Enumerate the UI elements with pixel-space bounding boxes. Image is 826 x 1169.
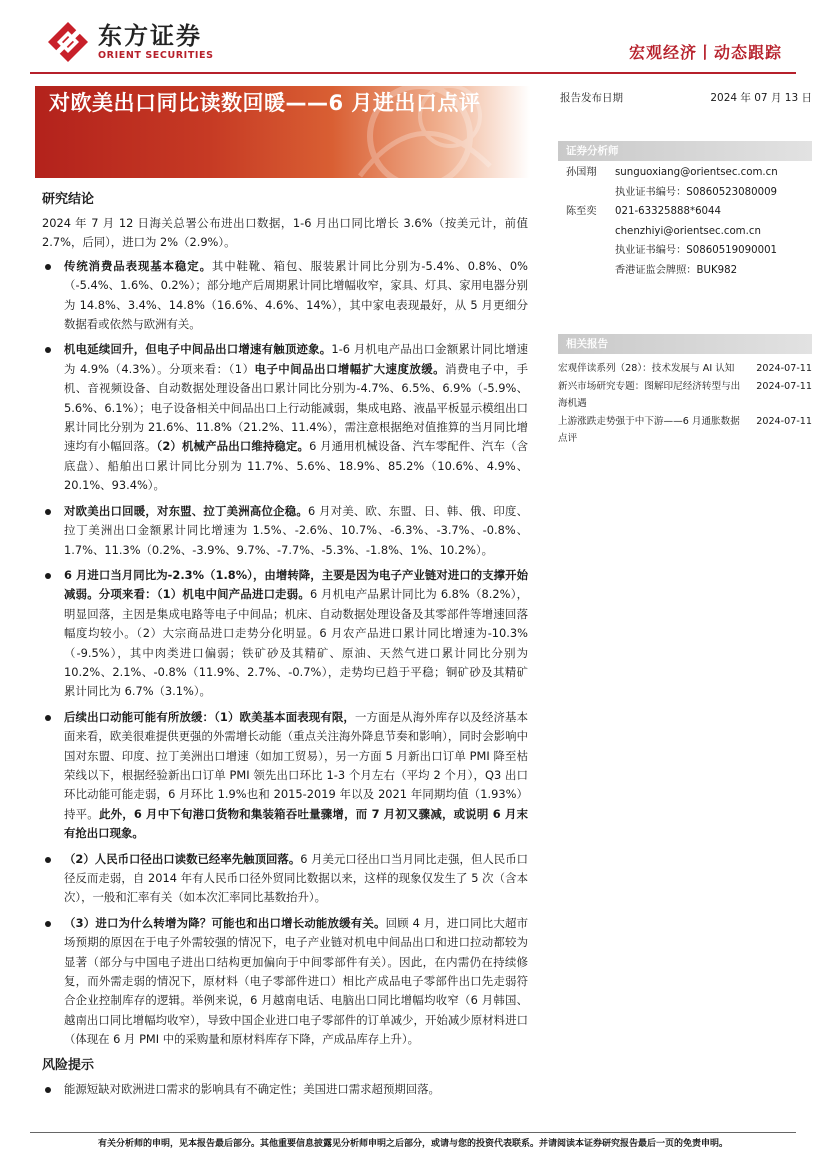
bullet-text: 6 月通用机械设备、汽车零配件、汽车（含底盘）、船舶出口累计同比分别为 11.7%、5.6%、18.9%、85.2%（10.6%、4.9%、20.1%、93.4%）。 xyxy=(64,439,528,493)
header-divider xyxy=(30,72,796,74)
footer-disclaimer: 有关分析师的申明，见本报告最后部分。其他重要信息披露见分析师申明之后部分，或请与您的投资代表联系。并请阅读本证券研究报告最后一页的免责申明。 xyxy=(97,1139,728,1149)
related-report-title[interactable]: 宏观伴读系列（28）：技术发展与 AI 认知 xyxy=(558,363,735,374)
analyst-info: 021-63325888*6044 xyxy=(615,206,721,217)
orient-securities-logo xyxy=(46,20,214,64)
related-reports-heading: 相关报告 xyxy=(558,334,812,354)
analyst-row xyxy=(558,163,812,183)
related-report-title[interactable]: 上游涨跌走势强于中下游——6 月通胀数据点评 xyxy=(558,415,740,444)
related-reports-panel xyxy=(558,334,812,448)
bullet-paragraph xyxy=(42,914,528,1050)
analysts-panel xyxy=(558,141,812,280)
logo-mark-icon xyxy=(46,20,90,64)
analyst-row xyxy=(558,183,812,203)
analysts-heading: 证券分析师 xyxy=(558,141,812,161)
bullet-bold-lead: （3）进口为什么转增为降？可能也和出口增长动能放缓有关。 xyxy=(64,915,386,930)
bullet-bold-lead: 传统消费品表现基本稳定。 xyxy=(64,258,212,273)
bullet-paragraph xyxy=(42,257,528,335)
related-report-date: 2024-07-11 xyxy=(756,415,812,427)
bullet-bold-lead: 对欧美出口回暖，对东盟、拉丁美洲高位企稳。 xyxy=(64,503,308,518)
bullet-bold-lead: 机电延续回升，但电子中间品出口增速有触顶迹象。 xyxy=(64,342,332,357)
report-title: 对欧美出口同比读数回暖——6 月进出口点评 xyxy=(49,91,481,115)
risk-text: 能源短缺对欧洲进口需求的影响具有不确定性；美国进口需求超预期回落。 xyxy=(64,1081,440,1096)
related-report-item[interactable] xyxy=(558,378,812,413)
bullet-paragraph xyxy=(42,566,528,702)
analyst-info: 执业证书编号：S0860519090001 xyxy=(615,245,778,256)
bullet-text: 消费电子中，手机、音视频设备、自动数据处理设备出口累计同比分别为-4.7%、6.5%、6.9%（-5.9%、5.6%、6.1%）；电子设备相关中间品出口上行动能减弱，集成电路、液晶平板显示模组出口累计同比分别为 21.6%、11.8%（21.2%、11.4%），需注意根据绝对值推算的当月同比增速均有小幅回落。 xyxy=(64,361,528,454)
bullet-bold-lead: 6 月进口当月同比为-2.3%（1.8%），由增转降，主要是因为电子产业链对进口的支撑开始减弱。分项来看：（1）机电中间产品进口走弱。 xyxy=(64,567,528,602)
analyst-row xyxy=(558,261,812,281)
risk-heading: 风险提示 xyxy=(42,1057,95,1073)
analyst-row xyxy=(558,222,812,242)
bullet-paragraph xyxy=(42,502,528,560)
analyst-info: 香港证监会牌照：BUK982 xyxy=(615,264,738,276)
analyst-name: 陈至奕 xyxy=(566,206,597,217)
bullet-text: 1-6 月机电产品出口金额累计同比增速为 4.9%（4.3%）。分项来看：（1） xyxy=(64,342,528,376)
title-banner xyxy=(35,86,530,178)
analyst-row xyxy=(558,202,812,222)
report-category: 宏观经济丨动态跟踪 xyxy=(628,43,782,62)
analyst-row xyxy=(558,241,812,261)
bullet-paragraph xyxy=(42,850,528,908)
bullet-bold-inline: （2）机械产品出口维持稳定。 xyxy=(156,439,310,454)
related-report-item[interactable] xyxy=(558,360,812,378)
analyst-name xyxy=(558,241,615,261)
report-date-label: 报告发布日期 xyxy=(560,92,623,104)
bullet-text: 6 月对美、欧、东盟、日、韩、俄、印度、拉丁美洲出口金额累计同比增速为 1.5%、-2.6%、10.7%、-6.3%、-3.7%、-0.8%、1.7%、11.3%（0.2%、-3.9%、9.7%、-7.7%、-5.3%、-1.8%、1%、10.2%）。 xyxy=(64,503,528,557)
bullet-text: 其中鞋靴、箱包、服装累计同比分别为-5.4%、0.8%、0%（-5.4%、1.6%、0.2%）；部分地产后周期累计同比增幅收窄，家具、灯具、家用电器分别为 14.8%、3.4%、14.8%（16.6%、4.6%、14%），其中家电表现最好，从 5 月更细分数据看或依然与欧洲有关。 xyxy=(64,258,528,332)
related-report-date: 2024-07-11 xyxy=(756,363,812,374)
related-report-item[interactable] xyxy=(558,413,812,448)
intro-paragraph: 2024 年 7 月 12 日海关总署公布进出口数据，1-6 月出口同比增长 3.6%（按美元计，前值 2.7%，后同），进口为 2%（2.9%）。 xyxy=(42,216,528,250)
analyst-name xyxy=(558,183,615,203)
main-content xyxy=(42,190,528,1105)
analyst-info: chenzhiyi@orientsec.com.cn xyxy=(615,225,761,237)
bullet-paragraph xyxy=(42,708,528,844)
related-report-date: 2024-07-11 xyxy=(756,380,812,392)
bullet-bold-lead: 后续出口动能可能有所放缓：（1）欧美基本面表现有限， xyxy=(64,709,355,724)
analyst-info: sunguoxiang@orientsec.com.cn xyxy=(615,167,778,178)
analyst-name xyxy=(558,222,615,242)
bullet-text: 一方面是从海外库存以及经济基本面来看，欧美很难提供更强的外需增长动能（重点关注海外降息节奏和影响），同时会影响中国对东盟、印度、拉丁美洲出口增速（如加工贸易），另一方面 5 月新出口订单 PMI 降至枯荣线以下，根据经验新出口订单 PMI 领先出口环比 1-3 个月左右（平均 2 个月），Q3 出口环比动能可能走弱，6 月环比 1.9%也和 2015-2019 年以及 2021 年同期均值（1.93%）持平。 xyxy=(64,709,528,821)
footer-divider xyxy=(30,1132,796,1133)
report-date-value: 2024 年 07 月 13 日 xyxy=(710,92,812,104)
conclusion-heading: 研究结论 xyxy=(42,192,95,207)
logo-english-name: ORIENT SECURITIES xyxy=(98,50,214,61)
bullet-text: 6 月机电产品累计同比为 6.8%（8.2%），明显回落，主因是集成电路等电子中间品；机床、自动数据处理设备及其零部件等增速回落幅度均较小。（2）大宗商品进口走势分化明显。6 月农产品进口累计同比增速为-10.3%（-9.5%），其中肉类进口偏弱；铁矿砂及其精矿、原油、天然气进口累计同比分别为 10.2%、2.1%、-0.8%（11.9%、2.7%、-0.7%），走势均已趋于平稳；铜矿砂及其精矿累计同比为 6.7%（3.1%）。 xyxy=(64,587,528,699)
bullet-text: 6 月美元口径出口当月同比走强，但人民币口径反而走弱，自 2014 年有人民币口径外贸同比数据以来，这样的现象仅发生了 5 次（含本次），一般和汇率有关（如本次汇率同比基数抬升）。 xyxy=(64,851,528,905)
bullet-bold-inline: 此外，6 月中下旬港口货物和集装箱吞吐量骤增，而 7 月初又骤减，或说明 6 月末有抢出口现象。 xyxy=(64,806,528,841)
bullet-text: 回顾 4 月，进口同比大超市场预期的原因在于电子外需较强的情况下，电子产业链对机电中间品出口和进口拉动都较为显著（部分与中国电子进出口结构更加偏向于中间零部件有关）。因此，在内需仍在持续修复，而外需走弱的情况下，原材料（电子零部件进口）相比产成品电子零部件出口先走弱符合企业控制库存的逻辑。举例来说，6 月越南电话、电脑出口同比增幅均收窄（6 月韩国、越南出口同比增幅均收窄），导致中国企业进口电子零部件的订单减少，开始减少原材料进口（体现在 6 月 PMI 中的采购量和原材料库存下降，产成品库存上升）。 xyxy=(64,915,528,1047)
risk-bullet xyxy=(42,1080,528,1099)
analyst-info: 执业证书编号：S0860523080009 xyxy=(615,186,778,198)
bullet-bold-lead: （2）人民币口径出口读数已经率先触顶回落。 xyxy=(64,851,301,866)
report-date-row xyxy=(560,90,812,105)
bullet-bold-inline: 电子中间品出口增幅扩大速度放缓。 xyxy=(254,361,446,376)
analyst-name: 孙国翔 xyxy=(566,167,597,178)
related-report-title[interactable]: 新兴市场研究专题：图解印尼经济转型与出海机遇 xyxy=(558,380,741,409)
logo-chinese-name: 东方证券 xyxy=(98,22,202,50)
analyst-name xyxy=(558,261,615,281)
bullet-paragraph xyxy=(42,340,528,495)
